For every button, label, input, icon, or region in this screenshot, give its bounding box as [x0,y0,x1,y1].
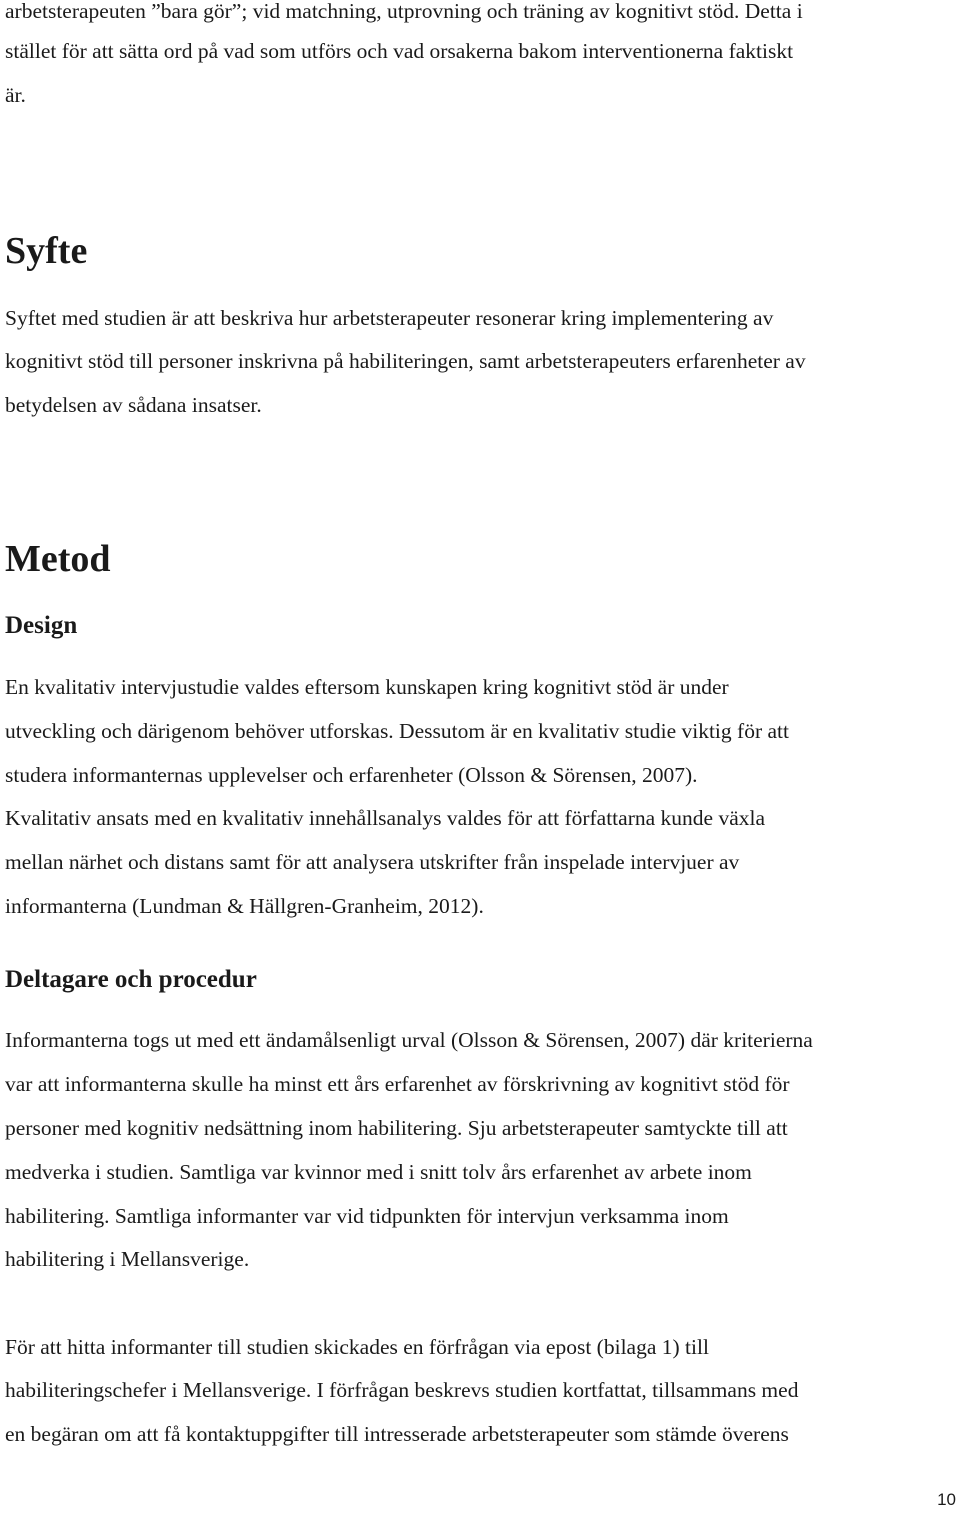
design-line-6: informanterna (Lundman & Hällgren-Granheim, 2012). [5,894,484,918]
design-line-3: studera informanternas upplevelser och erfarenheter (Olsson & Sörensen, 2007). [5,763,698,787]
intro-line-3: är. [5,83,26,107]
deltagare-heading: Deltagare och procedur [5,966,257,993]
syfte-line-2: kognitivt stöd till personer inskrivna på habiliteringen, samt arbetsterapeuters erfarenheter av [5,349,806,373]
design-line-1: En kvalitativ intervjustudie valdes eftersom kunskapen kring kognitivt stöd är under [5,675,729,699]
deltagare-p2-line-2: habiliteringschefer i Mellansverige. I förfrågan beskrevs studien kortfattat, tillsammans med [5,1378,799,1402]
document-page [5,0,960,1515]
deltagare-p1-line-4: medverka i studien. Samtliga var kvinnor med i snitt tolv års erfarenhet av arbete inom [5,1160,752,1184]
deltagare-p2-line-3: en begäran om att få kontaktuppgifter till intresserade arbetsterapeuter som stämde överens [5,1422,789,1446]
deltagare-p1-line-6: habilitering i Mellansverige. [5,1247,250,1271]
deltagare-p1-line-2: var att informanterna skulle ha minst ett års erfarenhet av förskrivning av kognitivt stöd för [5,1072,790,1096]
deltagare-p1-line-5: habilitering. Samtliga informanter var vid tidpunkten för intervjun verksamma inom [5,1204,729,1228]
deltagare-p1-line-1: Informanterna togs ut med ett ändamålsenligt urval (Olsson & Sörensen, 2007) där kriterierna [5,1028,813,1052]
syfte-heading: Syfte [5,230,88,272]
deltagare-p2-line-1: För att hitta informanter till studien skickades en förfrågan via epost (bilaga 1) till [5,1335,709,1359]
syfte-line-1: Syftet med studien är att beskriva hur arbetsterapeuter resonerar kring implementering av [5,306,774,330]
design-line-2: utveckling och därigenom behöver utforskas. Dessutom är en kvalitativ studie viktig för att [5,719,789,743]
intro-line-1: arbetsterapeuten ”bara gör”; vid matchning, utprovning och träning av kognitivt stöd. Detta i [5,0,803,23]
deltagare-p1-line-3: personer med kognitiv nedsättning inom habilitering. Sju arbetsterapeuter samtyckte till att [5,1116,788,1140]
page-number: 10 [937,1490,956,1509]
intro-line-2: stället för att sätta ord på vad som utförs och vad orsakerna bakom interventionerna faktiskt [5,39,794,63]
design-line-5: mellan närhet och distans samt för att analysera utskrifter från inspelade intervjuer av [5,850,740,874]
syfte-line-3: betydelsen av sådana insatser. [5,393,262,417]
design-line-4: Kvalitativ ansats med en kvalitativ innehållsanalys valdes för att författarna kunde växla [5,806,766,830]
design-heading: Design [5,612,78,639]
metod-heading: Metod [5,538,111,580]
